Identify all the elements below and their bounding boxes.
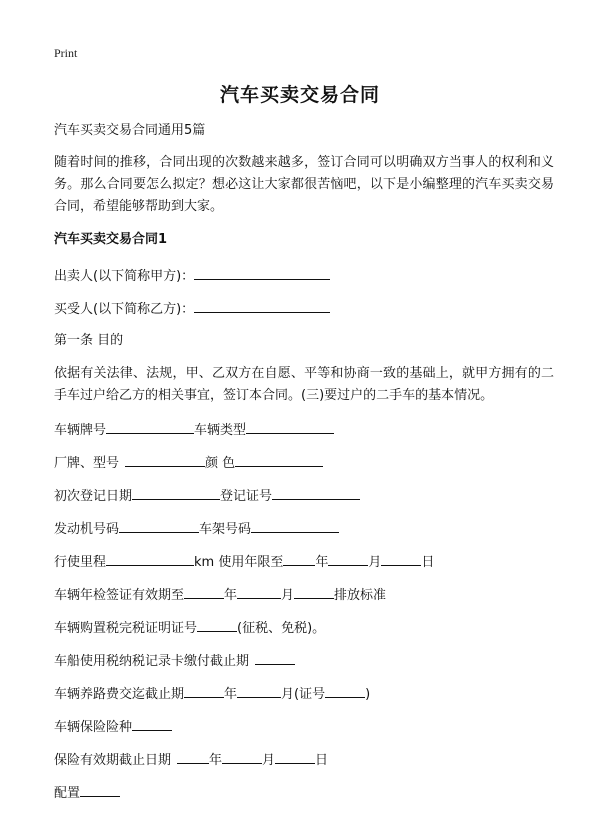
inspection-label: 车辆年检签证有效期至: [54, 588, 185, 603]
mileage-line: [54, 550, 554, 572]
buyer-blank[interactable]: [194, 297, 330, 313]
insurance-type-blank[interactable]: [132, 715, 172, 731]
year-label: 年: [315, 555, 329, 570]
day-label: 日: [421, 555, 435, 570]
seller-label: 出卖人(以下简称甲方)：: [54, 269, 195, 284]
insurance-type-label: 车辆保险险种: [54, 720, 133, 735]
insurance-year-blank[interactable]: [177, 748, 209, 764]
km-service-label: km 使用年限至: [194, 555, 284, 570]
section-heading: 汽车买卖交易合同1: [54, 232, 168, 247]
road-fee-month-blank[interactable]: [237, 682, 281, 698]
insurance-month-label: 月: [262, 753, 276, 768]
seller-line: [54, 264, 554, 286]
mileage-label: 行使里程: [54, 555, 107, 570]
vessel-tax-label: 车船使用税纳税记录卡缴付截止期: [54, 654, 250, 669]
config-line: [54, 781, 554, 803]
road-fee-year-label: 年: [224, 687, 238, 702]
insurance-day-label: 日: [315, 753, 329, 768]
cert-no-close: ): [365, 687, 371, 702]
vehicle-type-blank[interactable]: [246, 418, 334, 434]
road-fee-year-blank[interactable]: [184, 682, 224, 698]
road-fee-line: [54, 682, 554, 704]
engine-no-label: 发动机号码: [54, 522, 120, 537]
service-month-blank[interactable]: [328, 550, 368, 566]
insurance-day-blank[interactable]: [275, 748, 315, 764]
document-subtitle: 汽车买卖交易合同通用5篇: [54, 123, 206, 138]
article1-label: 第一条 目的: [54, 333, 124, 348]
document-body: [54, 120, 554, 814]
vehicle-type-label: 车辆类型: [194, 423, 247, 438]
insurance-month-blank[interactable]: [222, 748, 262, 764]
buyer-label: 买受人(以下简称乙方)：: [54, 302, 195, 317]
inspection-month-blank[interactable]: [237, 583, 281, 599]
brand-model-blank[interactable]: [125, 451, 205, 467]
first-reg-date-blank[interactable]: [132, 484, 220, 500]
plate-blank[interactable]: [106, 418, 194, 434]
article1-line: [54, 330, 554, 352]
inspection-year-label: 年: [224, 588, 238, 603]
brand-line: [54, 451, 554, 473]
config-blank[interactable]: [80, 781, 120, 797]
inspection-line: [54, 583, 554, 605]
service-day-blank[interactable]: [381, 550, 421, 566]
reg-cert-blank[interactable]: [272, 484, 360, 500]
plate-label: 车辆牌号: [54, 423, 107, 438]
config-label: 配置: [54, 786, 81, 801]
emission-blank[interactable]: [294, 583, 334, 599]
purchase-tax-blank[interactable]: [197, 616, 237, 632]
frame-no-label: 车架号码: [199, 522, 252, 537]
inspection-year-blank[interactable]: [184, 583, 224, 599]
brand-model-label: 厂牌、型号: [54, 456, 120, 471]
vessel-tax-blank[interactable]: [255, 649, 295, 665]
document-title: 汽车买卖交易合同: [219, 84, 380, 106]
month-label: 月: [368, 555, 382, 570]
frame-no-blank[interactable]: [251, 517, 339, 533]
seller-blank[interactable]: [194, 264, 330, 280]
buyer-line: [54, 297, 554, 319]
tax-note: (征税、免税)。: [237, 621, 326, 636]
purpose-paragraph: 依据有关法律、法规，甲、乙双方在自愿、平等和协商一致的基础上，就甲方拥有的二手车过户给乙方的相关事宜，签订本合同。(三)要过户的二手车的基本情况。: [54, 366, 554, 403]
insurance-type-line: [54, 715, 554, 737]
print-link[interactable]: Print: [54, 46, 78, 60]
registration-line: [54, 484, 554, 506]
cert-no-open: (证号: [294, 687, 326, 702]
road-fee-label: 车辆养路费交迄截止期: [54, 687, 185, 702]
road-fee-cert-blank[interactable]: [325, 682, 365, 698]
purchase-tax-label: 车辆购置税完税证明证号: [54, 621, 198, 636]
insurance-valid-line: [54, 748, 554, 770]
first-reg-date-label: 初次登记日期: [54, 489, 133, 504]
mileage-blank[interactable]: [106, 550, 194, 566]
emission-label: 排放标准: [334, 588, 387, 603]
color-blank[interactable]: [235, 451, 323, 467]
insurance-valid-label: 保险有效期截止日期: [54, 753, 172, 768]
inspection-month-label: 月: [281, 588, 295, 603]
road-fee-month-label: 月: [281, 687, 295, 702]
intro-paragraph: 随着时间的推移，合同出现的次数越来越多，签订合同可以明确双方当事人的权利和义务。那么合同要怎么拟定？想必这让大家都很苦恼吧，以下是小编整理的汽车买卖交易合同，希望能够帮助到大家。: [54, 155, 554, 214]
plate-line: [54, 418, 554, 440]
purchase-tax-line: [54, 616, 554, 638]
service-year-blank[interactable]: [283, 550, 315, 566]
engine-no-blank[interactable]: [119, 517, 199, 533]
reg-cert-label: 登记证号: [220, 489, 273, 504]
color-label: 颜 色: [205, 456, 236, 471]
engine-line: [54, 517, 554, 539]
insurance-year-label: 年: [209, 753, 223, 768]
vessel-tax-line: [54, 649, 554, 671]
